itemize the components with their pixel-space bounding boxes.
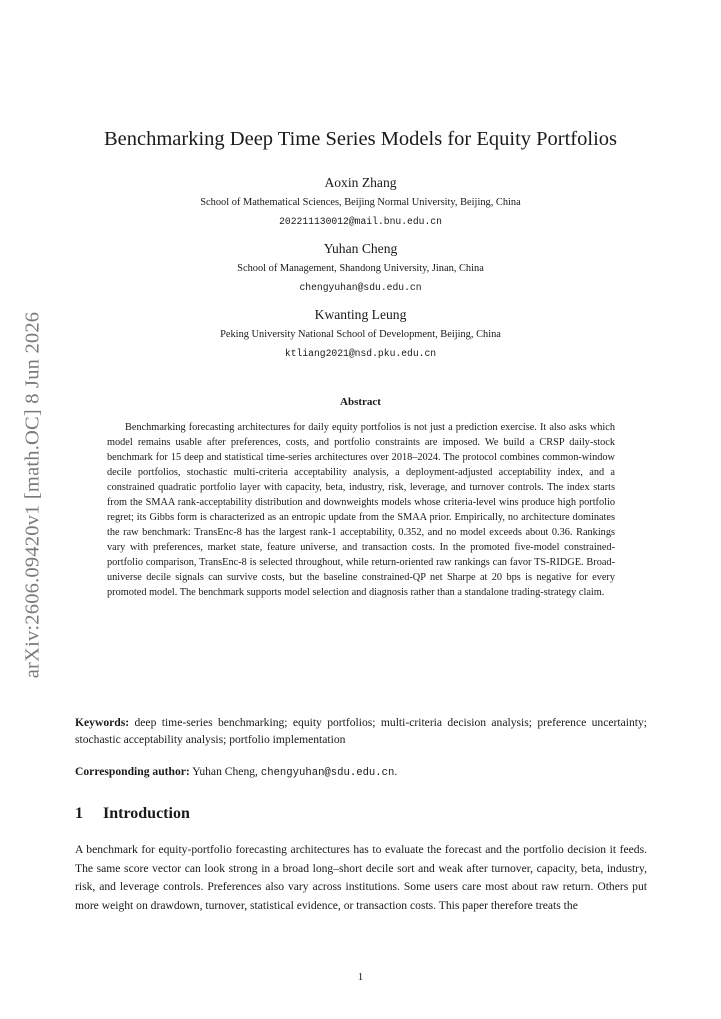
keywords-line (75, 714, 647, 748)
corresponding-author-email[interactable]: chengyuhan@sdu.edu.cn (260, 767, 395, 779)
section-heading-introduction (75, 805, 190, 823)
introduction-body: A benchmark for equity-portfolio forecasting architectures has to evaluate the forecast and the portfolio decision it feeds. The same score vector can look strong in a broad long–short decile sort and weak after turnover, capacity, beta, industry, risk, and leverage controls. Preferences also vary across institutions. Some users care most about raw return. Others put more weight on drawdown, turnover, statistical evidence, or transaction costs. This paper therefore treats the (75, 843, 647, 912)
author-block-3 (0, 306, 721, 360)
author-name: Aoxin Zhang (324, 175, 397, 190)
page-number: 1 (357, 971, 364, 983)
section-title: Introduction (103, 805, 190, 822)
arxiv-identifier-text: arXiv:2606.09420v1 [math.OC] 8 Jun 2026 (21, 311, 44, 679)
section-number: 1 (75, 805, 83, 822)
corresponding-author-line (75, 763, 647, 782)
keywords-label: Keywords: (75, 716, 130, 729)
author-block-1 (0, 174, 721, 228)
paper-title: Benchmarking Deep Time Series Models for Equity Portfolios (103, 128, 618, 150)
corresponding-author-label: Corresponding author: (75, 765, 190, 778)
author-email[interactable]: ktliang2021@nsd.pku.edu.cn (284, 348, 437, 359)
author-affiliation: Peking University National School of Development, Beijing, China (220, 329, 501, 340)
author-email[interactable]: chengyuhan@sdu.edu.cn (299, 282, 422, 293)
author-block-2 (0, 240, 721, 294)
corresponding-author-end: . (394, 765, 398, 778)
corresponding-author-name: Yuhan Cheng, (192, 765, 258, 778)
author-name: Kwanting Leung (314, 307, 407, 322)
keywords-text: deep time-series benchmarking; equity portfolios; multi-criteria decision analysis; preference uncertainty; stochastic acceptability analysis; portfolio implementation (75, 716, 647, 746)
author-affiliation: School of Mathematical Sciences, Beijing Normal University, Beijing, China (200, 197, 521, 208)
abstract-heading: Abstract (340, 396, 381, 408)
author-name: Yuhan Cheng (323, 241, 398, 256)
author-affiliation: School of Management, Shandong University, Jinan, China (237, 263, 484, 274)
abstract-body: Benchmarking forecasting architectures for daily equity portfolios is not just a prediction exercise. It also asks which model remains usable after preferences, costs, and portfolio constraints are imposed. We build a CRSP daily-stock benchmark for 15 deep and statistical time-series architectures over 2018–2024. The protocol combines common-window decile portfolios, stochastic multi-criteria acceptability analysis, a deployment-adjusted acceptability index, and a constrained quadratic portfolio layer with capacity, beta, industry, risk, leverage, and turnover controls. The index starts from the SMAA rank-acceptability distribution and downweights models whose criteria-level wins produce high portfolio regret; its Gibbs form is characterized as an entropic update from the SMAA prior. Empirically, no architecture dominates the raw benchmark: TransEnc-8 has the largest rank-1 acceptability, 0.352, and no model exceeds about 0.36. Rankings vary with preferences, market state, feature universe, and transaction costs. In the promoted five-model constrained-portfolio comparison, TransEnc-8 is selected throughout, while return-oriented raw rankings can favor TS-RIDGE. Broad-universe decile signals can survive costs, but the baseline constrained-QP net Sharpe at 20 bps is negative for every promoted model. The benchmark supports model selection and diagnosis rather than a standalone trading-strategy claim. (107, 422, 615, 598)
author-email[interactable]: 202211130012@mail.bnu.edu.cn (279, 216, 442, 227)
